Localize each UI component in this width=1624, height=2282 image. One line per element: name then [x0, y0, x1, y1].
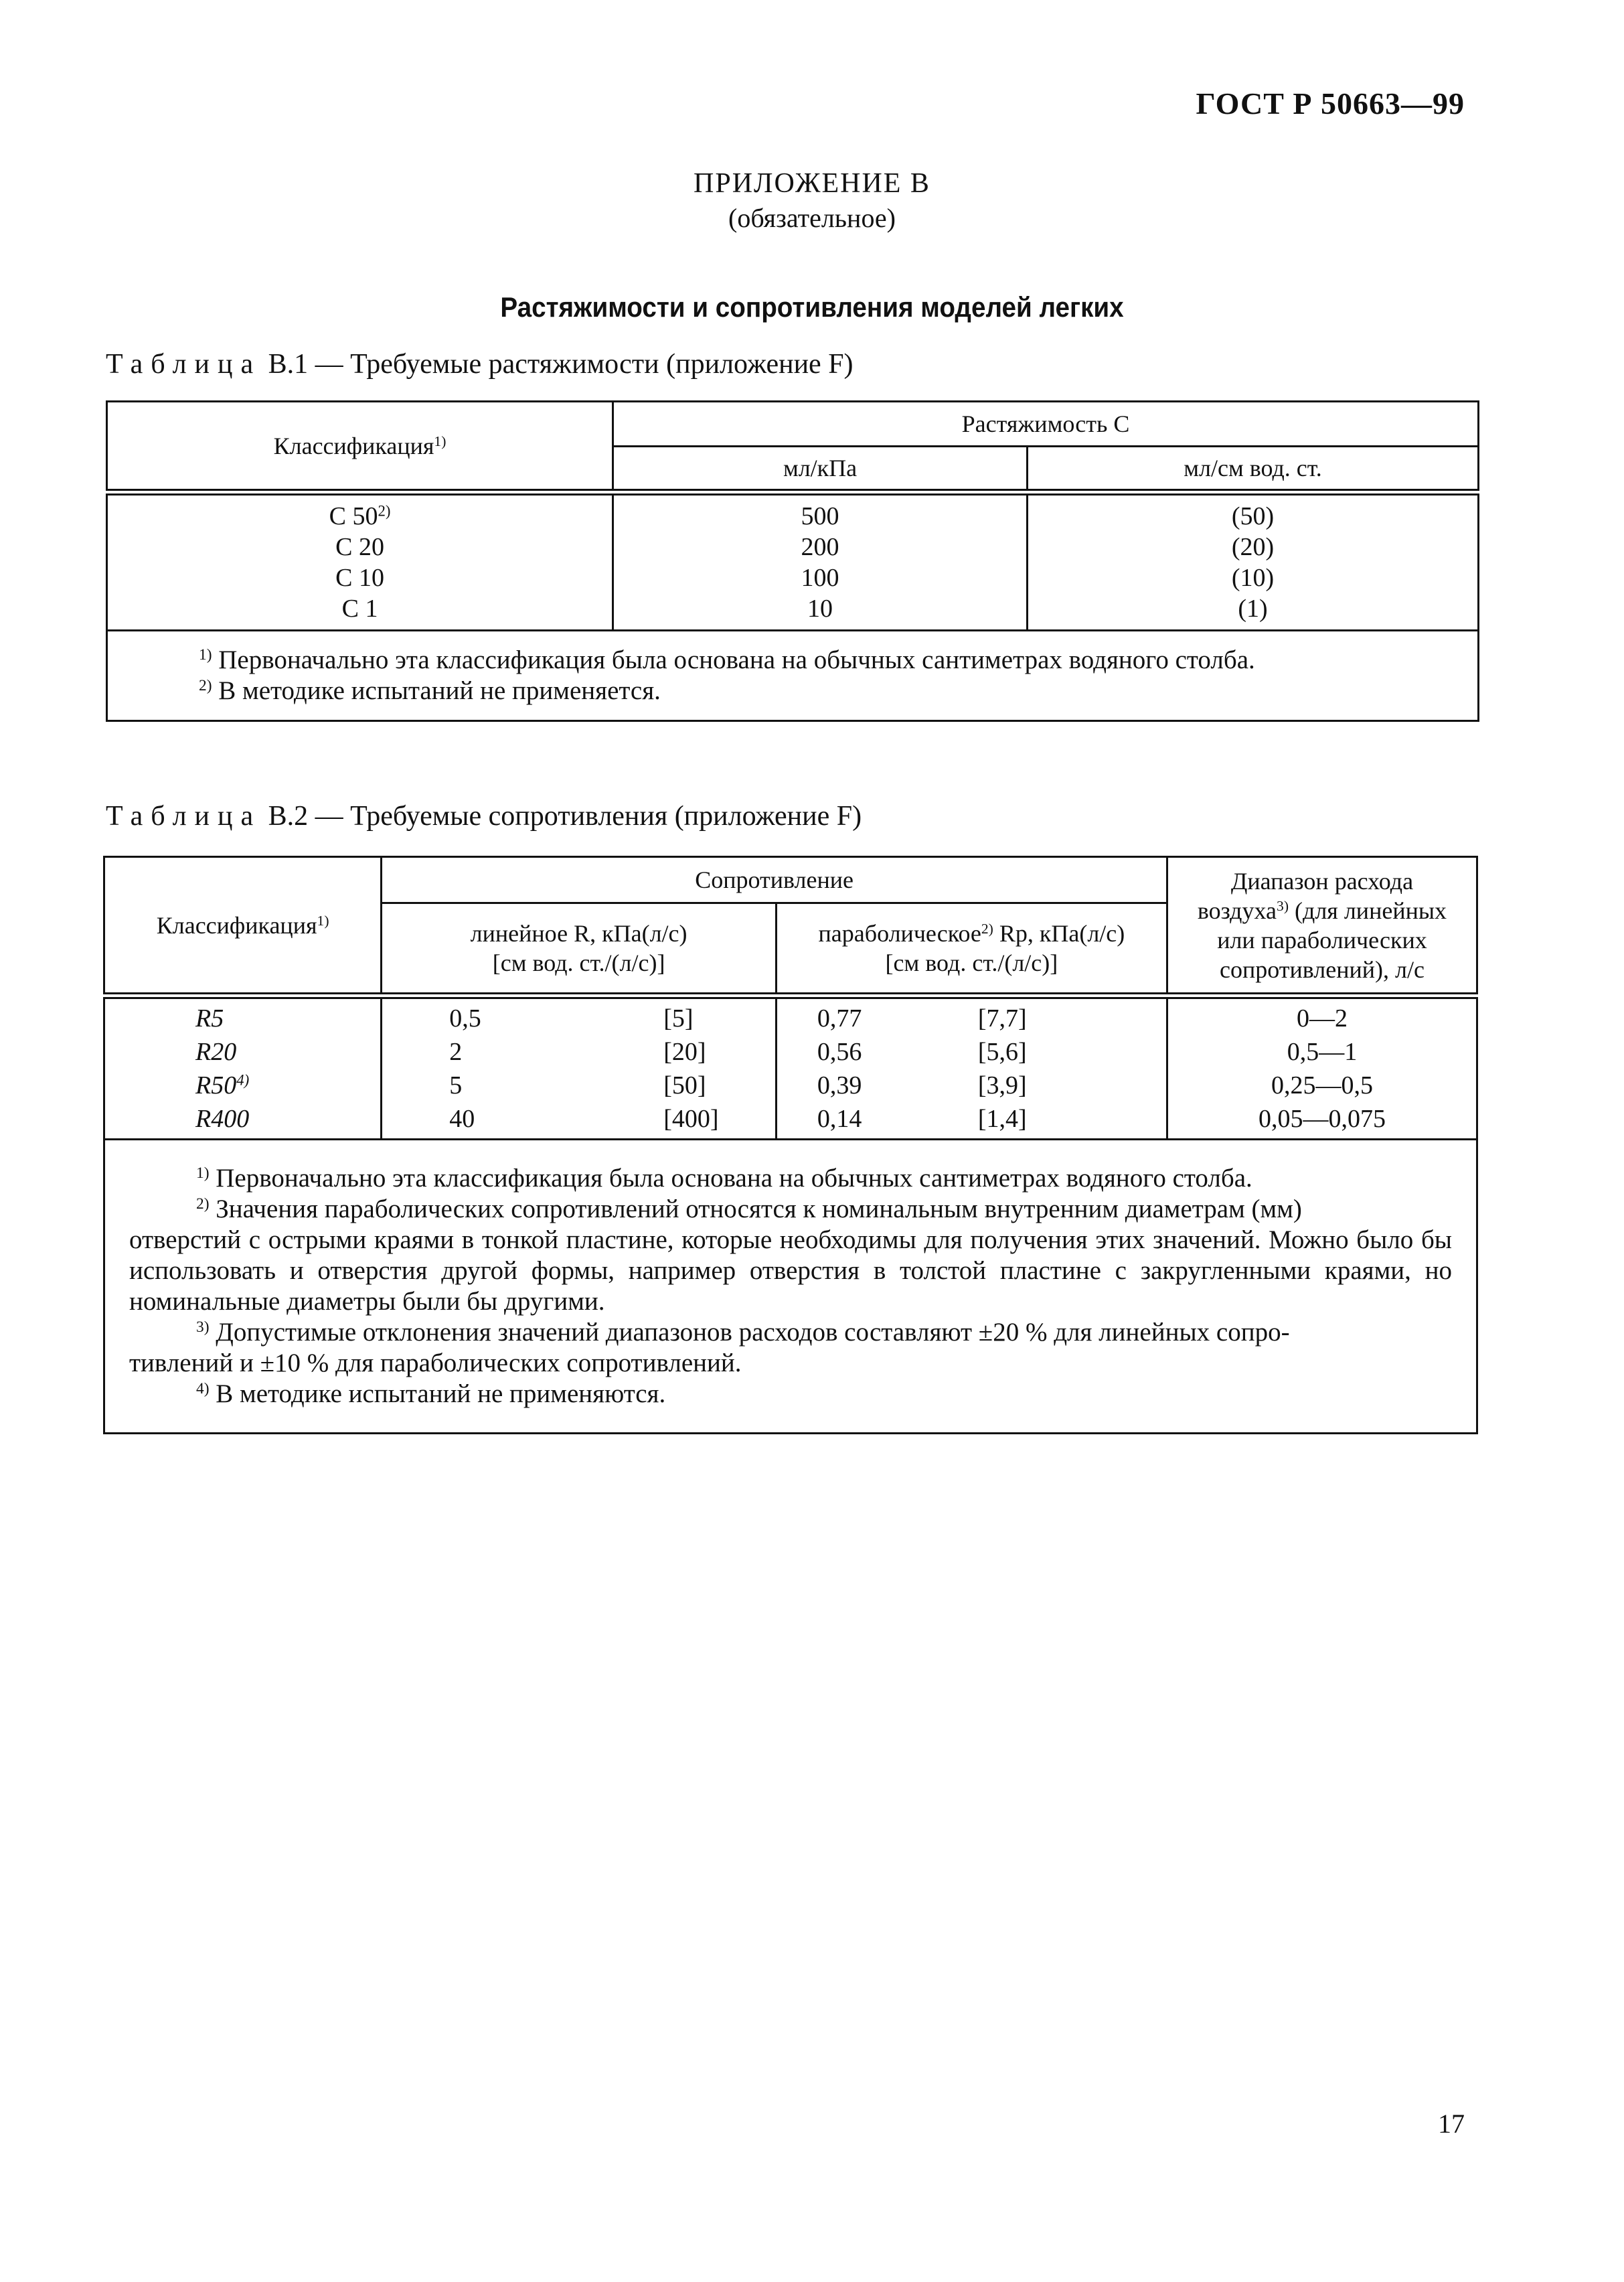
table2-col-parabolic — [776, 996, 1167, 1140]
table1-header-ml-kpa: мл/кПа — [613, 447, 1028, 493]
table-cell: [20] — [663, 1038, 706, 1066]
table-cell: 0,05—0,075 — [1258, 1105, 1386, 1133]
footnote-continuation: отверстий с острыми краями в тонкой пластине, которые необходимы для получения этих значений. Можно было бы использовать и отверстия другой формы, например отверстия в толстой пластине с закругленными краями, но номинальные диаметры были бы другими. — [129, 1225, 1452, 1316]
table-cell: [50] — [663, 1071, 706, 1099]
table-cell: 0—2 — [1296, 1004, 1348, 1033]
appendix-title: ПРИЛОЖЕНИЕ В — [694, 168, 930, 199]
table-cell: 2 — [449, 1038, 463, 1066]
footnote-continuation: тивлений и ±10 % для параболических сопротивлений. — [129, 1349, 742, 1377]
table-cell: 200 — [801, 533, 839, 561]
table-cell: 0,14 — [817, 1105, 862, 1133]
table-cell: 10 — [807, 595, 833, 623]
document-code: ГОСТ Р 50663—99 — [1196, 86, 1465, 121]
table1 — [106, 400, 1479, 722]
table-cell: 0,5 — [449, 1004, 481, 1033]
section-title: Растяжимости и сопротивления моделей легких — [500, 291, 1124, 323]
table-cell: (50) — [1231, 502, 1275, 530]
table-cell: C 50$^{2)}$ — [329, 502, 391, 530]
table2-col-linear — [382, 996, 777, 1140]
table1-col-ml-cm — [1028, 492, 1479, 631]
table-cell: R20 — [195, 1038, 237, 1066]
table1-footnotes — [107, 631, 1479, 721]
table-cell: 0,56 — [817, 1038, 862, 1066]
table1-caption-rest: В.1 — Требуемые растяжимости (приложение F) — [261, 349, 854, 380]
table-cell: 40 — [449, 1105, 475, 1133]
table1-header-compliance: Растяжимость C — [613, 402, 1479, 447]
table2-col-classification — [104, 996, 382, 1140]
table2-header-classification: Классификация$^{1)}$ — [104, 857, 382, 996]
table-cell: (10) — [1231, 564, 1275, 592]
table-cell: C 10 — [335, 564, 384, 592]
table-cell: C 1 — [341, 595, 378, 623]
table1-header-classification: Классификация$^{1)}$ — [107, 402, 613, 493]
table2-caption-word: Таблица — [106, 801, 262, 832]
appendix-status: (обязательное) — [728, 203, 896, 233]
table-cell: 0,39 — [817, 1071, 862, 1099]
table2 — [103, 856, 1478, 1434]
table-cell: 500 — [801, 502, 839, 530]
table2-footnotes — [104, 1140, 1477, 1434]
table-cell: [1,4] — [977, 1105, 1027, 1133]
table-cell: [5] — [663, 1004, 694, 1033]
table-cell: R5 — [195, 1004, 224, 1033]
table-cell: (20) — [1231, 533, 1275, 561]
footnote: $^{3)}$ Допустимые отклонения значений диапазонов расходов составляют ±20 % для линейных сопро- — [196, 1318, 1290, 1347]
table-cell: [3,9] — [977, 1071, 1027, 1099]
table-cell: R400 — [195, 1105, 250, 1133]
table-cell: [400] — [663, 1105, 719, 1133]
table-cell: 0,77 — [817, 1004, 862, 1033]
footnote: $^{4)}$ В методике испытаний не применяются. — [196, 1379, 666, 1408]
footnote: $^{1)}$ Первоначально эта классификация была основана на обычных сантиметрах водяного столба. — [196, 1164, 1252, 1193]
table2-caption — [106, 800, 862, 832]
table-cell: 0,25—0,5 — [1271, 1071, 1373, 1099]
table1-col-ml-kpa — [613, 492, 1028, 631]
table1-col-classification — [107, 492, 613, 631]
table2-header-linear: линейное R, кПа(л/с) [см вод. ст./(л/с)] — [382, 903, 777, 996]
footnote: $^{1)}$ Первоначально эта классификация была основана на обычных сантиметрах водяного столба. — [199, 645, 1255, 674]
table-cell: [5,6] — [977, 1038, 1027, 1066]
table2-header-resistance: Сопротивление — [382, 857, 1167, 903]
table2-caption-rest: В.2 — Требуемые сопротивления (приложение F) — [261, 801, 862, 832]
table-cell: C 20 — [335, 533, 384, 561]
table1-caption-word: Таблица — [106, 349, 262, 380]
table-cell: 100 — [801, 564, 839, 592]
table1-header-ml-cm: мл/см вод. ст. — [1028, 447, 1479, 493]
table2-header-parabolic: параболическое$^{2)}$ Rp, кПа(л/с) [см вод. ст./(л/с)] — [776, 903, 1167, 996]
table-cell: R50$^{4)}$ — [195, 1071, 250, 1099]
table-cell: 5 — [449, 1071, 463, 1099]
footnote: $^{2)}$ Значения параболических сопротивлений относятся к номинальным внутренним диаметрам (мм) — [196, 1195, 1302, 1223]
table1-caption — [106, 348, 854, 380]
table-cell: (1) — [1238, 595, 1268, 623]
table-cell: 0,5—1 — [1287, 1038, 1358, 1066]
footnote: $^{2)}$ В методике испытаний не применяется. — [199, 676, 661, 705]
table-cell: [7,7] — [977, 1004, 1027, 1033]
page-number: 17 — [1438, 2109, 1465, 2139]
table2-col-flow-range — [1167, 996, 1477, 1140]
table2-header-flow-range: Диапазон расхода воздуха$^{3)}$ (для линейных или параболических сопротивлений), л/с — [1167, 857, 1477, 996]
